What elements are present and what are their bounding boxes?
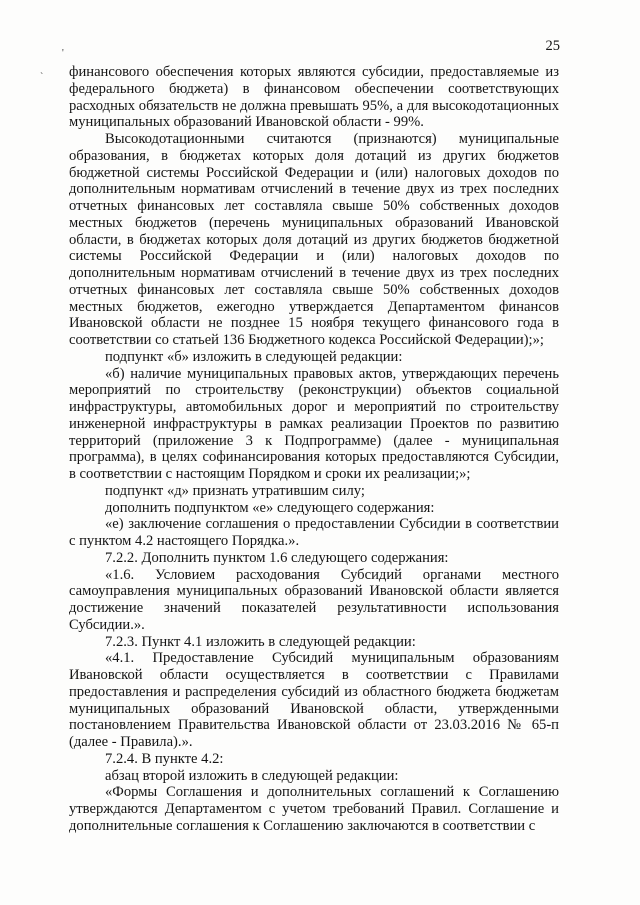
- scan-mark: `: [40, 72, 44, 83]
- paragraph: подпункт «б» изложить в следующей редакции:: [105, 348, 403, 365]
- paragraph: «е) заключение соглашения о предоставлении Субсидии в соответствии с пунктом 4.2 настоящего Порядка.».: [69, 516, 559, 549]
- paragraph: «1.6. Условием расходования Субсидий органами местного самоуправления муниципальных образований Ивановской области является достижение значений показателей результативности использования Субсидии.».: [69, 566, 559, 633]
- paragraph: 7.2.4. В пункте 4.2:: [105, 750, 224, 767]
- paragraph: подпункт «д» признать утратившим силу;: [105, 482, 365, 499]
- paragraph: абзац второй изложить в следующей редакции:: [105, 767, 399, 784]
- paragraph: «б) наличие муниципальных правовых актов, утверждающих перечень мероприятий по строительству (реконструкции) объектов социальной инфраструктуры, автомобильных дорог и мероприятий по строительству инженерной инфраструктуры в рамках реализации Проектов по развитию территорий (приложение 3 к Подпрограмме) (далее - муниципальная программа), в целях софинансирования которых предоставляются Субсидии, в соответствии с настоящим Порядком и сроки их реализации;»;: [69, 365, 559, 482]
- paragraph: «4.1. Предоставление Субсидий муниципальным образованиям Ивановской области осуществляется в соответствии с Правилами предоставления и распределения субсидий из областного бюджета бюджетам муниципальных образований Ивановской области, утвержденными постановлением Правительства Ивановской области от 23.03.2016 № 65-п (далее - Правила).».: [69, 650, 559, 750]
- paragraph: дополнить подпунктом «е» следующего содержания:: [105, 499, 435, 516]
- paragraph: Высокодотационными считаются (признаются) муниципальные образования, в бюджетах которых доля дотаций из других бюджетов бюджетной системы Российской Федерации и (или) налоговых доходов по дополнительным нормативам отчислений в течение двух из трех последних отчетных финансовых лет составляла свыше 50% собственных доходов местных бюджетов (перечень муниципальных образований Ивановской области, в бюджетах которых доля дотаций из других бюджетов бюджетной системы Российской Федерации и (или) налоговых доходов по дополнительным нормативам отчислений в течение двух из трех последних отчетных финансовых лет составляла свыше 50% собственных доходов местных бюджетов, ежегодно утверждается Департаментом финансов Ивановской области не позднее 15 ноября текущего финансового года в соответствии со статьей 136 Бюджетного кодекса Российской Федерации);»;: [69, 131, 559, 348]
- page-number: 25: [545, 38, 560, 54]
- document-body: [69, 64, 559, 835]
- paragraph: 7.2.2. Дополнить пунктом 1.6 следующего содержания:: [105, 549, 449, 566]
- scan-mark: ': [62, 48, 64, 59]
- paragraph: 7.2.3. Пункт 4.1 изложить в следующей редакции:: [105, 633, 416, 650]
- paragraph: финансового обеспечения которых являются субсидии, предоставляемые из федерального бюджета) в финансовом обеспечении соответствующих расходных обязательств не должна превышать 95%, а для высокодотационных муниципальных образований Ивановской области - 99%.: [69, 64, 559, 131]
- paragraph: «Формы Соглашения и дополнительных соглашений к Соглашению утверждаются Департаментом с учетом требований Правил. Соглашение и дополнительные соглашения к Соглашению заключаются в соответствии с: [69, 784, 559, 834]
